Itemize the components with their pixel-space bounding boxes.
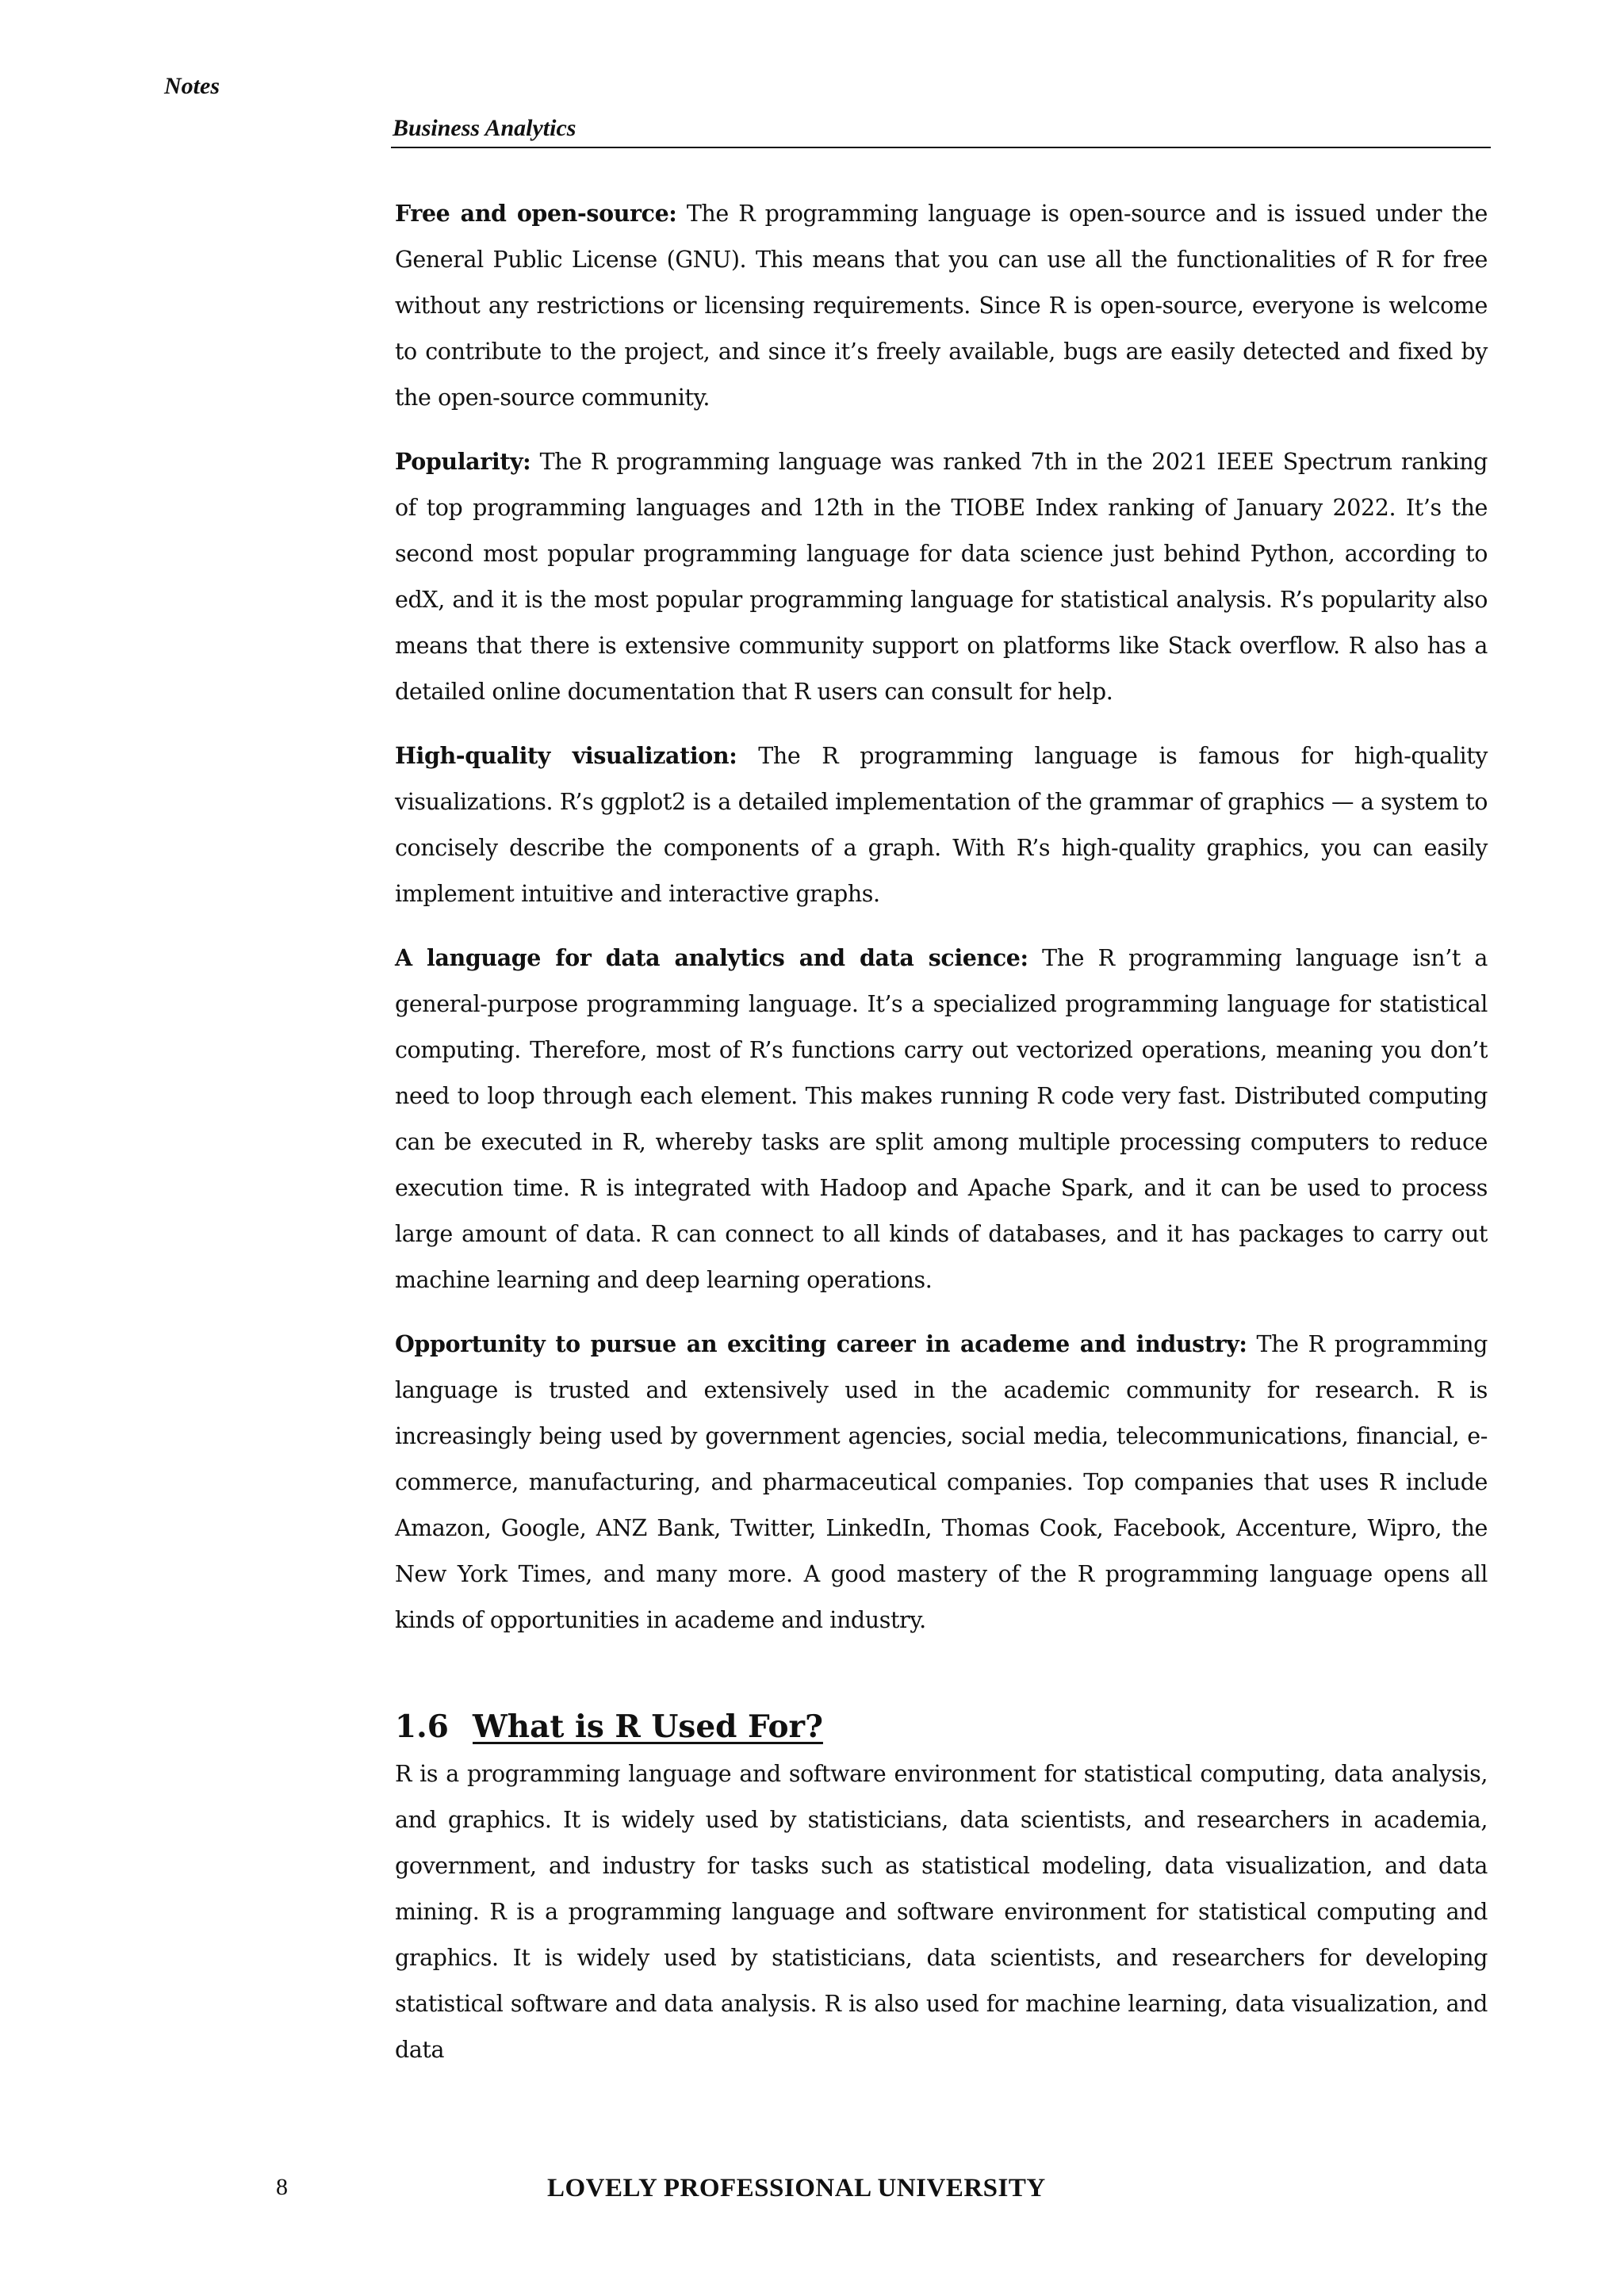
paragraph-lead: Popularity: bbox=[395, 448, 531, 475]
paragraph-lead: Opportunity to pursue an exciting career in academe and industry: bbox=[395, 1330, 1247, 1357]
section-body-paragraph: R is a programming language and software environment for statistical computing, data analysis, and graphics. It is widely used by statisticians, data scientists, and researchers in academia, government, and industry for tasks such as statistical modeling, data visualization, and data mining. R is a programming language and software environment for statistical computing and graphics. It is widely used by statisticians, data scientists, and researchers for developing statistical software and data analysis. R is also used for machine learning, data visualization, and data bbox=[395, 1761, 1488, 2063]
paragraph-text: The R programming language is open-source and is issued under the General Public License (GNU). This means that you can use all the functionalities of R for free without any restrictions or licensing requirements. Since R is open-source, everyone is welcome to contribute to the project, and since it’s freely available, bugs are easily detected and fixed by the open-source community. bbox=[395, 201, 1488, 411]
page-number: 8 bbox=[276, 2174, 288, 2200]
paragraph-data-analytics-language bbox=[395, 935, 1488, 1303]
notes-margin-label: Notes bbox=[164, 73, 220, 99]
paragraph-text: The R programming language is trusted and extensively used in the academic community for research. R is increasingly being used by government agencies, social media, telecommunications, financial, e-commerce, manufacturing, and pharmaceutical companies. Top companies that uses R include Amazon, Google, ANZ Bank, Twitter, LinkedIn, Thomas Cook, Facebook, Accenture, Wipro, the New York Times, and many more. A good mastery of the R programming language opens all kinds of opportunities in academe and industry. bbox=[395, 1331, 1488, 1633]
footer-university-name: LOVELY PROFESSIONAL UNIVERSITY bbox=[547, 2174, 1046, 2202]
running-head: Business Analytics bbox=[393, 115, 576, 141]
paragraph-text: The R programming language isn’t a general-purpose programming language. It’s a specialized programming language for statistical computing. Therefore, most of R’s functions carry out vectorized operations, meaning you don’t need to loop through each element. This makes running R code very fast. Distributed computing can be executed in R, whereby tasks are split among multiple processing computers to reduce execution time. R is integrated with Hadoop and Apache Spark, and it can be used to process large amount of data. R can connect to all kinds of databases, and it has packages to carry out machine learning and deep learning operations. bbox=[395, 945, 1488, 1293]
paragraph-career-opportunity bbox=[395, 1321, 1488, 1644]
paragraph-free-open-source bbox=[395, 190, 1488, 421]
section-number: 1.6 bbox=[395, 1709, 449, 1745]
paragraph-lead: Free and open-source: bbox=[395, 200, 677, 227]
paragraph-lead: High-quality visualization: bbox=[395, 742, 737, 769]
page-content bbox=[395, 190, 1488, 2091]
paragraph-text: The R programming language is famous for high-quality visualizations. R’s ggplot2 is a detailed implementation of the grammar of graphics — a system to concisely describe the components of a graph. With R’s high-quality graphics, you can easily implement intuitive and interactive graphs. bbox=[395, 743, 1488, 907]
paragraph-popularity bbox=[395, 438, 1488, 715]
paragraph-high-quality-visualization bbox=[395, 733, 1488, 917]
section-heading bbox=[395, 1702, 1488, 1751]
paragraph-lead: A language for data analytics and data science: bbox=[395, 944, 1028, 971]
paragraph-text: The R programming language was ranked 7th in the 2021 IEEE Spectrum ranking of top programming languages and 12th in the TIOBE Index ranking of January 2022. It’s the second most popular programming language for data science just behind Python, according to edX, and it is the most popular programming language for statistical analysis. R’s popularity also means that there is extensive community support on platforms like Stack overflow. R also has a detailed online documentation that R users can consult for help. bbox=[395, 449, 1488, 705]
section-title: What is R Used For? bbox=[473, 1709, 823, 1745]
header-rule bbox=[391, 147, 1491, 148]
